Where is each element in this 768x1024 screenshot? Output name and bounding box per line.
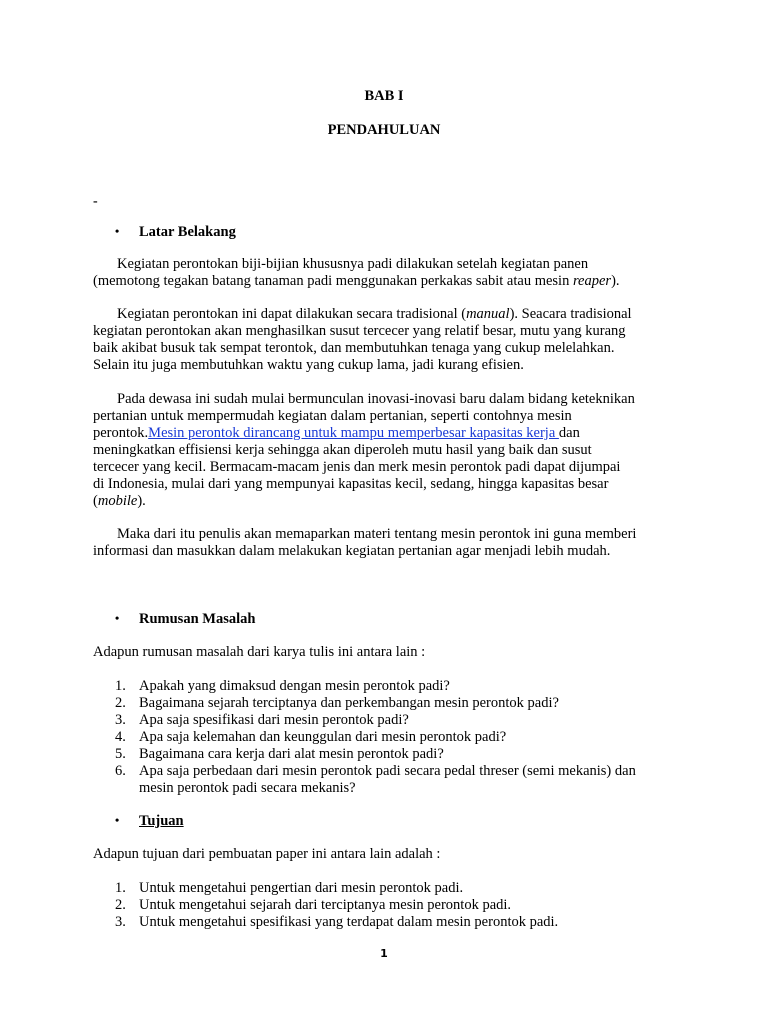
- text-line: tercecer yang kecil. Bermacam-macam jenis dan merk mesin perontok padi dapat dijumpai: [93, 459, 621, 475]
- list-item: [115, 763, 685, 797]
- hyperlink-mesin-perontok[interactable]: Mesin perontok dirancang untuk mampu memperbesar kapasitas kerja: [148, 425, 559, 441]
- list-item: [115, 695, 685, 712]
- stray-dash: -: [93, 194, 98, 209]
- list-item: [115, 897, 685, 914]
- page-number: 1: [380, 947, 388, 960]
- text-run: ). Seacara tradisional: [509, 306, 632, 322]
- list-text: Apakah yang dimaksud dengan mesin perontok padi?: [139, 678, 450, 694]
- list-number: 2.: [115, 695, 126, 711]
- list-number: 3.: [115, 712, 126, 728]
- text-line: Adapun rumusan masalah dari karya tulis ini antara lain :: [93, 644, 426, 660]
- list-item: [115, 746, 685, 763]
- text-run: perontok.: [93, 425, 149, 441]
- section-heading-tujuan: [115, 812, 184, 830]
- text-line: [93, 273, 683, 290]
- list-number: 1.: [115, 678, 126, 694]
- text-line: [93, 425, 683, 442]
- text-line: Adapun tujuan dari pembuatan paper ini antara lain adalah :: [93, 846, 441, 862]
- text-run: dan: [558, 425, 580, 441]
- text-line: meningkatkan effisiensi kerja sehingga akan diperoleh mutu hasil yang baik dan susut: [93, 442, 592, 458]
- heading-text: Tujuan: [139, 813, 184, 829]
- list-item: [115, 712, 685, 729]
- list-text: Untuk mengetahui spesifikasi yang terdapat dalam mesin perontok padi.: [139, 914, 559, 930]
- text-line: kegiatan perontokan akan menghasilkan susut tercecer yang relatif besar, mutu yang kurang: [93, 323, 626, 339]
- paragraph-latar-3: [93, 391, 683, 510]
- chapter-title: PENDAHULUAN: [327, 122, 441, 138]
- list-text: Apa saja perbedaan dari mesin perontok padi secara pedal threser (semi mekanis) dan: [139, 763, 636, 779]
- text-line: baik akibat busuk tak sempat terontok, dan membutuhkan tenaga yang cukup melelahkan.: [93, 340, 615, 356]
- list-text: Apa saja kelemahan dan keunggulan dari mesin perontok padi?: [139, 729, 507, 745]
- tujuan-list: [115, 880, 685, 931]
- list-number: 5.: [115, 746, 126, 762]
- list-number: 6.: [115, 763, 126, 779]
- italic-term: reaper: [572, 273, 612, 289]
- text-line: [93, 493, 683, 510]
- text-line: di Indonesia, mulai dari yang mempunyai kapasitas kecil, sedang, hingga kapasitas besar: [93, 476, 609, 492]
- text-run: (memotong tegakan batang tanaman padi menggunakan perkakas sabit atau mesin: [93, 273, 573, 289]
- bullet-icon: •: [115, 813, 120, 827]
- list-item: [115, 880, 685, 897]
- text-line: Kegiatan perontokan biji-bijian khususnya padi dilakukan setelah kegiatan panen: [117, 256, 589, 272]
- text-line: Maka dari itu penulis akan memaparkan materi tentang mesin perontok ini guna memberi: [117, 526, 637, 542]
- paragraph-latar-4: [93, 526, 683, 560]
- heading-text: Latar Belakang: [139, 224, 236, 240]
- chapter-label: BAB I: [364, 88, 404, 104]
- list-text: Untuk mengetahui pengertian dari mesin perontok padi.: [139, 880, 464, 896]
- text-line: [93, 306, 683, 323]
- text-line: informasi dan masukkan dalam melakukan kegiatan pertanian agar menjadi lebih mudah.: [93, 543, 611, 559]
- paragraph-latar-2: [93, 306, 683, 374]
- paragraph-latar-1: [93, 256, 683, 290]
- list-text: Untuk mengetahui sejarah dari terciptanya mesin perontok padi.: [139, 897, 512, 913]
- list-text: Bagaimana cara kerja dari alat mesin perontok padi?: [139, 746, 444, 762]
- list-number: 2.: [115, 897, 126, 913]
- text-line: pertanian untuk mempermudah kegiatan dalam pertanian, seperti contohnya mesin: [93, 408, 572, 424]
- heading-text: Rumusan Masalah: [139, 611, 256, 627]
- tujuan-intro: [93, 846, 683, 863]
- list-number: 3.: [115, 914, 126, 930]
- list-item: [115, 729, 685, 746]
- text-line: Pada dewasa ini sudah mulai bermunculan inovasi-inovasi baru dalam bidang keteknikan: [117, 391, 635, 407]
- list-number: 1.: [115, 880, 126, 896]
- section-heading-rumusan-masalah: [115, 610, 255, 628]
- text-run: ).: [137, 493, 146, 509]
- bullet-icon: •: [115, 224, 120, 238]
- bullet-icon: •: [115, 611, 120, 625]
- section-heading-latar-belakang: [115, 223, 236, 241]
- list-text: Bagaimana sejarah terciptanya dan perkembangan mesin perontok padi?: [139, 695, 559, 711]
- rumusan-intro: [93, 644, 683, 661]
- list-text-continued: mesin perontok padi secara mekanis?: [139, 780, 356, 796]
- list-item: [115, 678, 685, 695]
- list-text: Apa saja spesifikasi dari mesin perontok padi?: [139, 712, 409, 728]
- italic-term: manual: [466, 306, 510, 322]
- list-number: 4.: [115, 729, 126, 745]
- italic-term: mobile: [97, 493, 138, 509]
- rumusan-list: [115, 678, 685, 797]
- text-run: Kegiatan perontokan ini dapat dilakukan secara tradisional (: [117, 306, 467, 322]
- text-run: ).: [611, 273, 620, 289]
- text-line: Selain itu juga membutuhkan waktu yang cukup lama, jadi kurang efisien.: [93, 357, 524, 373]
- text-run: (: [93, 493, 98, 509]
- list-item: [115, 914, 685, 931]
